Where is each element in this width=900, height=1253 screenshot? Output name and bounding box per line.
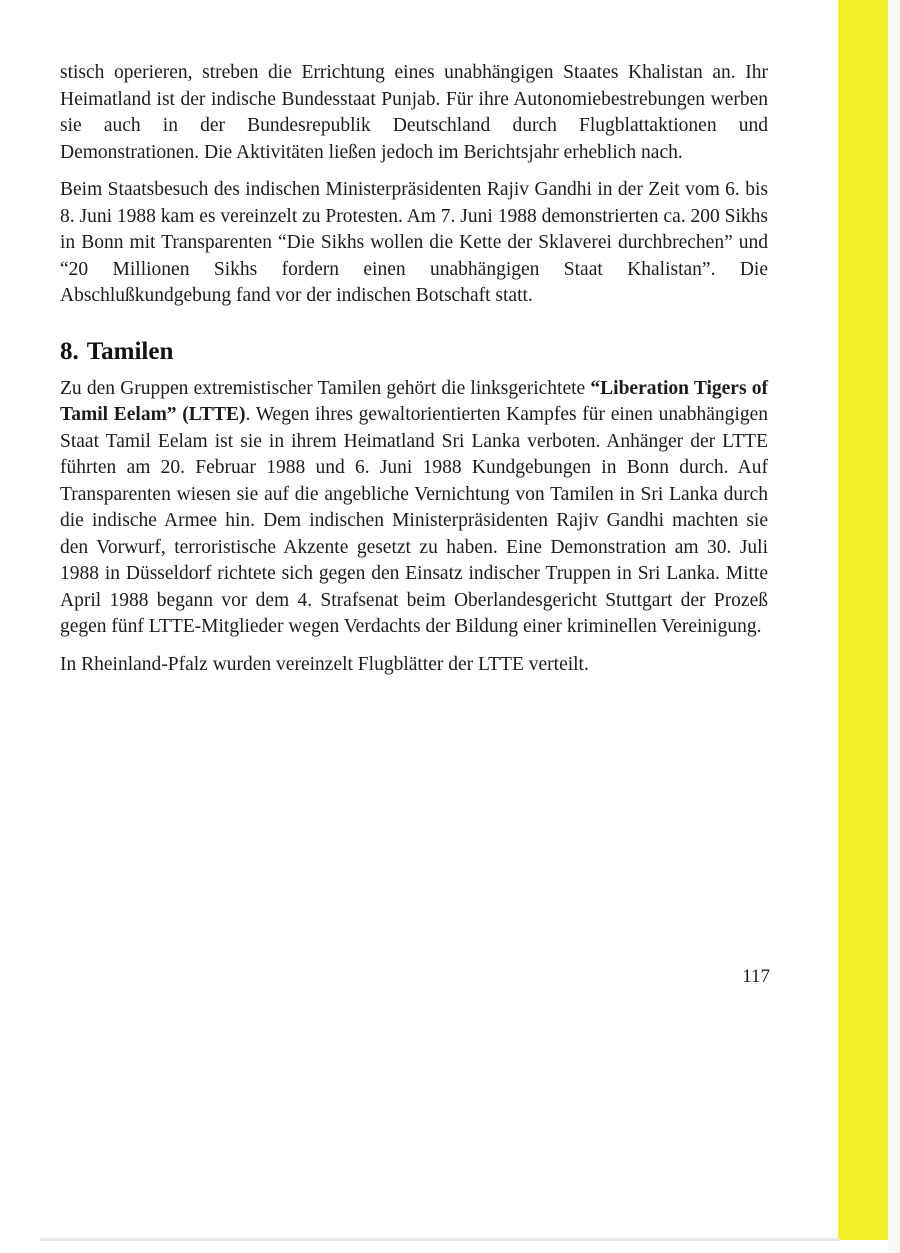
section-paragraph-1	[60, 376, 768, 641]
section-paragraph-1-lead: Zu den Gruppen extremistischer Tamilen gehört die linksgerichtete	[60, 377, 591, 399]
text-column	[60, 60, 768, 689]
intro-paragraph-1: stisch operieren, streben die Errichtung eines unabhängigen Staates Khalistan an. Ihr Heimatland ist der indische Bundesstaat Punjab. Für ihre Autonomiebestrebungen werben sie auch in der Bundesrepublik Deutschland durch Flugblattaktionen und Demonstrationen. Die Aktivitäten ließen jedoch im Berichtsjahr erheblich nach.	[60, 62, 768, 163]
section-paragraph-1-body: . Wegen ihres gewaltorientierten Kampfes für einen unabhängigen Staat Tamil Eelam ist sie in ihrem Heimatland Sri Lanka verboten. Anhänger der LTTE führten am 20. Februar 1988 und 6. Juni 1988 Kundgebungen in Bonn durch. Auf Transparenten wiesen sie auf die angebliche Vernichtung von Tamilen in Sri Lanka durch die indische Armee hin. Dem indischen Ministerpräsidenten Rajiv Gandhi machten sie den Vorwurf, terroristische Akzente gesetzt zu haben. Eine Demonstration am 30. Juli 1988 in Düsseldorf richtete sich gegen den Einsatz indischer Truppen in Sri Lanka. Mitte April 1988 begann vor dem 4. Strafsenat beim Oberlandesgericht Stuttgart der Prozeß gegen fünf LTTE-Mitglieder wegen Verdachts der Bildung einer kriminellen Vereinigung.	[60, 404, 768, 637]
yellow-marker-strip	[838, 0, 888, 1240]
scan-edge-line	[40, 1238, 840, 1241]
ltte-bold-name: “Liberation Tigers of Tamil Eelam” (LTTE)	[60, 377, 768, 425]
section-paragraph-2: In Rheinland-Pfalz wurden vereinzelt Flugblätter der LTTE verteilt.	[60, 653, 589, 675]
intro-paragraph-2: Beim Staatsbesuch des indischen Ministerpräsidenten Rajiv Gandhi in der Zeit vom 6. bis 8. Juni 1988 kam es vereinzelt zu Protesten. Am 7. Juni 1988 demonstrierten ca. 200 Sikhs in Bonn mit Transparenten “Die Sikhs wollen die Kette der Sklaverei durchbrechen” und “20 Millionen Sikhs fordern einen unabhängigen Staat Khalistan”. Die Abschlußkundgebung fand vor der indischen Botschaft statt.	[60, 179, 768, 306]
page-edge	[888, 0, 900, 1253]
section-number: 8.	[60, 337, 79, 365]
section-title: Tamilen	[86, 337, 174, 365]
page-number: 117	[742, 966, 770, 987]
section-heading	[60, 336, 768, 368]
